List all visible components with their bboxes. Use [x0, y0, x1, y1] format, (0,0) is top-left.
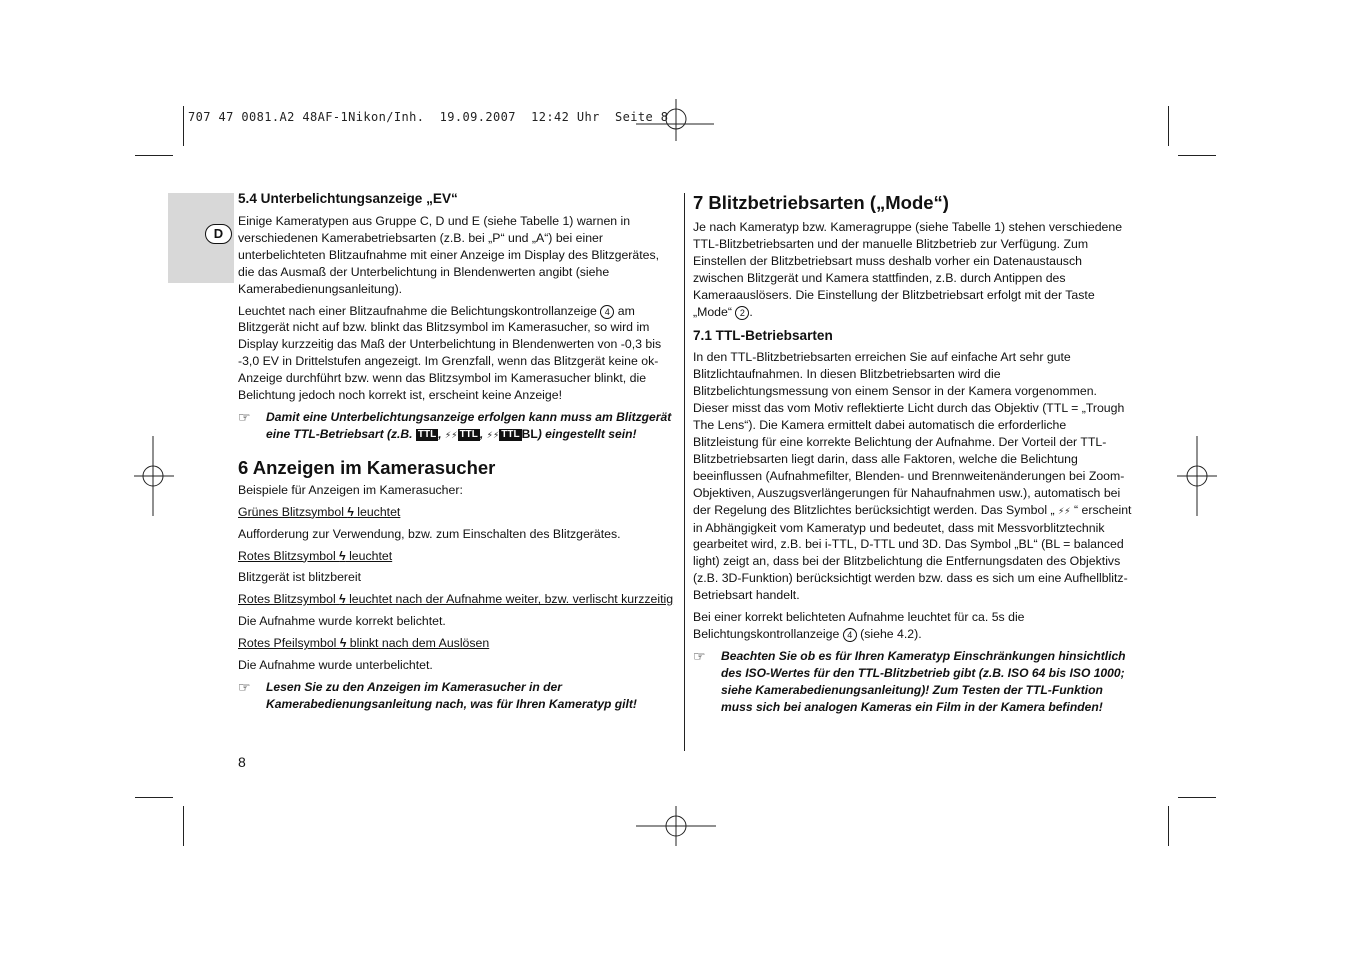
pointing-hand-icon: ☞: [238, 408, 251, 425]
control-indicator-ref: 4: [843, 628, 857, 642]
flash-icon: ϟ: [339, 548, 346, 563]
section-6-intro: Beispiele für Anzeigen im Kamerasucher:: [238, 482, 463, 497]
double-flash-icon: ⚡⚡: [444, 429, 458, 440]
crop-mark: [1168, 806, 1169, 846]
flash-icon: ϟ: [339, 592, 346, 607]
section-7-1-title: 7.1 TTL-Betriebsarten: [693, 328, 833, 344]
note-camera-manual: ☞ Lesen Sie zu den Anzeigen im Kamerasucher in der Kamerabedienungsanleitung nach, was für Ihren Kameratyp gilt!: [238, 678, 637, 711]
registration-mark-bottom: [636, 806, 716, 848]
double-flash-icon: ⚡⚡: [1057, 505, 1071, 516]
indicator-heading: Rotes Blitzsymbol ϟ leuchtet nach der Aufnahme weiter, bzw. verlischt kurzzeitig: [238, 592, 674, 607]
section-5-4-paragraph-1: Einige Kameratypen aus Gruppe C, D und E (siehe Tabelle 1) warnen in verschiedenen Kamerabetriebsarten (z.B. bei „P“ und „A“) bei einer unterbelichteten Blitzaufnahme mit einer Anzeige im Display des Blitzgerätes, die das Ausmaß der Unterbelichtung in Blendenwerten angibt (siehe Kamerabedienungsanleitung).: [238, 214, 660, 296]
indicator-list: [238, 504, 674, 674]
double-flash-icon: ⚡⚡: [486, 429, 500, 440]
page-number: 8: [238, 754, 246, 770]
section-5-4-paragraph-2: Leuchtet nach einer Blitzaufnahme die Belichtungskontrollanzeige 4 am Blitzgerät nicht auf bzw. blinkt das Blitzsymbol im Kamerasucher, so wird im Display kurzzeitig das Maß der Unterbelichtung in Blendenwerten von -0,3 bis -3,0 EV in Drittelstufen angezeigt. Im Grenzfall, wenn das Blitzgerät keine ok-Anzeige durchführt bzw. wenn das Blitzsymbol im Kamerasucher blinkt, die Belichtung jedoch noch korrekt ist, erscheint keine Anzeige!: [238, 303, 662, 403]
left-column: [238, 190, 674, 713]
right-column: [693, 192, 1133, 715]
print-slug: 707 47 0081.A2 48AF-1Nikon/Inh. 19.09.2007 12:42 Uhr Seite 8: [188, 110, 669, 124]
pointing-hand-icon: ☞: [693, 647, 706, 664]
indicator-description: Blitzgerät ist blitzbereit: [238, 570, 362, 585]
indicator-heading: Rotes Pfeilsymbol ϟ blinkt nach dem Auslösen: [238, 636, 490, 651]
indicator-description: Aufforderung zur Verwendung, bzw. zum Einschalten des Blitzgerätes.: [238, 526, 621, 541]
pointing-hand-icon: ☞: [238, 678, 251, 695]
flash-icon: ϟ: [339, 636, 347, 651]
crop-mark: [1178, 797, 1216, 798]
language-badge: D: [205, 224, 232, 244]
section-7-title: 7 Blitzbetriebsarten („Mode“): [693, 192, 949, 213]
flash-icon: ϟ: [347, 504, 354, 519]
registration-mark-left: [134, 436, 174, 516]
indicator-description: Die Aufnahme wurde unterbelichtet.: [238, 658, 433, 673]
section-6-title: 6 Anzeigen im Kamerasucher: [238, 456, 496, 478]
crop-mark: [183, 806, 184, 846]
control-indicator-ref: 4: [600, 305, 614, 319]
section-7-1-paragraph-2: Bei einer korrekt belichteten Aufnahme leuchtet für ca. 5s die Belichtungskontrollanzeige 4 (siehe 4.2).: [693, 610, 1025, 641]
indicator-heading: Grünes Blitzsymbol ϟ leuchtet: [238, 504, 401, 519]
column-divider: [684, 193, 685, 751]
section-7-paragraph: Je nach Kameratyp bzw. Kameragruppe (siehe Tabelle 1) stehen verschiedene TTL-Blitzbetriebsarten und der manuelle Blitzbetrieb zur Verfügung. Zum Einstellen der Blitzbetriebsart muss deshalb vorher ein Datenaustausch zwischen Blitzgerät und Kamera stattfinden, z.B. durch Antippen des Kameraauslösers. Die Einstellung der Blitzbetriebsart erfolgt mit der Taste „Mode“ 2 .: [693, 220, 1123, 319]
indicator-heading: Rotes Blitzsymbol ϟ leuchtet: [238, 548, 393, 563]
crop-mark: [135, 155, 173, 156]
note-ttl-required: ☞ Damit eine Unterbelichtungsanzeige erfolgen kann muss am Blitzgerät eine TTL-Betriebsart (z.B. TTL , ⚡⚡ TTL , ⚡⚡ TTL BL) eingestellt sein!: [238, 408, 672, 441]
ttl-symbol: TTL: [501, 428, 520, 440]
crop-mark: [183, 106, 184, 146]
note-iso-limits: ☞ Beachten Sie ob es für Ihren Kameratyp Einschränkungen hinsichtlich des ISO-Wertes für den TTL-Blitzbetrieb gibt (z.B. ISO 64 bis ISO 1000; siehe Kamerabedienungsanleitung)! Zum Testen der TTL-Funktion muss sich bei analogen Kameras ein Film in der Kamera befinden!: [693, 647, 1126, 714]
section-5-4-title: 5.4 Unterbelichtungsanzeige „EV“: [238, 191, 458, 206]
crop-mark: [135, 797, 173, 798]
mode-button-ref: 2: [735, 306, 749, 320]
section-7-1-paragraph-1: In den TTL-Blitzbetriebsarten erreichen Sie auf einfache Art sehr gute Blitzlichtaufnahmen. In diesen Blitzbetriebsarten wird die Blitzbelichtungsmessung von einem Sensor in der Kamera vorgenommen. Dieser misst das vom Motiv reflektierte Licht durch das Objektiv (TTL = „Trough The Lens“). Die Kamera ermittelt dabei automatisch die erforderliche Blitzleistung für eine korrekte Belichtung der Aufnahme. Der Vorteil der TTL-Blitzbetriebsarten liegt darin, dass alle Faktoren, welche die Belichtung beeinflussen (Aufnahmefilter, Blenden- und Brennweitenänderungen bei Zoom-Objektiven, Auszugsverlängerungen für Nahaufnahmen usw.), automatisch bei der Regelung des Blitzlichtes berücksichtigt werden. Das Symbol „ ⚡⚡ “ erscheint in Abhängigkeit vom Kameratyp und bedeutet, dass mit Messvorblitztechnik gearbeitet wird, z.B. bei i-TTL, D-TTL und 3D. Das Symbol „BL“ (BL = balanced light) zeigt an, dass bei der Blitzbelichtung die Entfernungsdaten des Objektivs (z.B. 3D-Funktion) berücksichtigt werden bzw. dass es sich um eine Aufhellblitz-Betriebsart handelt.: [693, 350, 1132, 603]
registration-mark-right: [1177, 436, 1217, 516]
indicator-description: Die Aufnahme wurde korrekt belichtet.: [238, 614, 446, 629]
ttl-symbol: TTL: [417, 428, 437, 440]
crop-mark: [1168, 106, 1169, 146]
crop-mark: [1178, 155, 1216, 156]
ttl-symbol: TTL: [459, 428, 478, 440]
